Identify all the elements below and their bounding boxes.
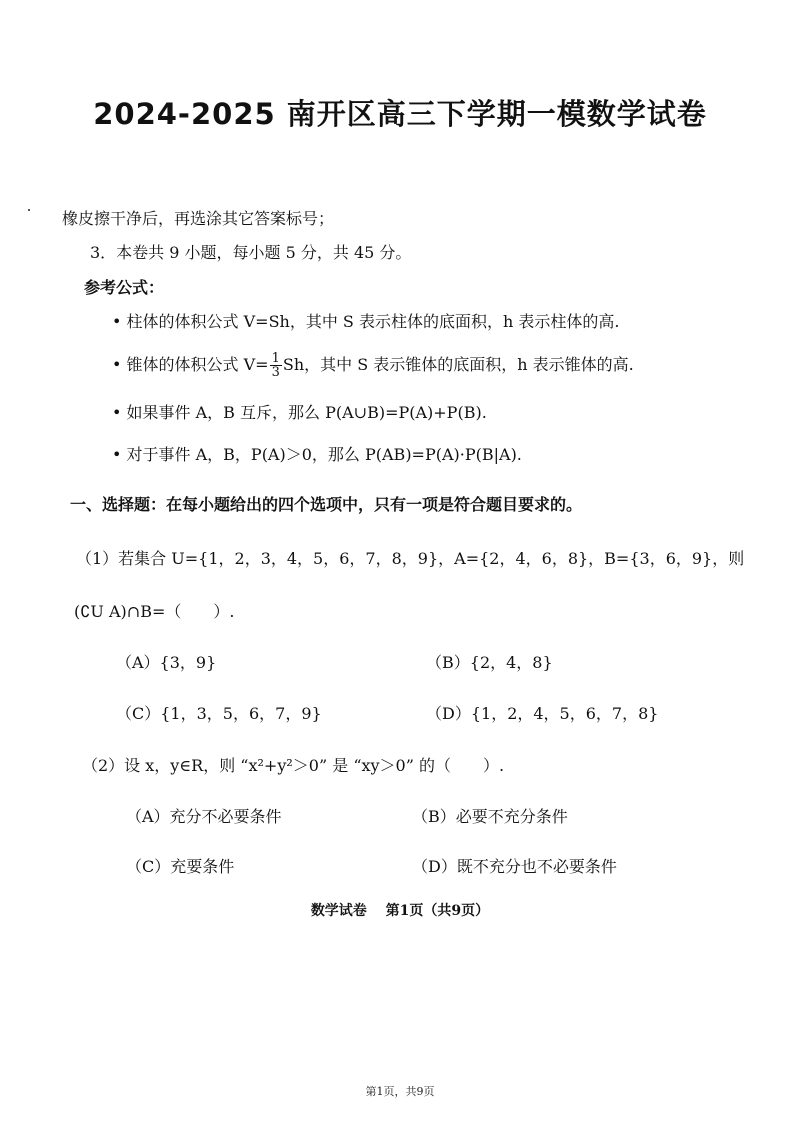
question-1-option-b: （B）{2，4，8} bbox=[426, 653, 553, 672]
page-footer: 数学试卷 第1页（共9页） bbox=[310, 903, 490, 919]
formula-mutually-exclusive: • 如果事件 A，B 互斥，那么 P(A∪B)=P(A)+P(B). bbox=[112, 403, 487, 422]
page-indicator: 第1页，共9页 bbox=[365, 1085, 435, 1098]
question-2-option-d: （D）既不充分也不必要条件 bbox=[412, 857, 617, 876]
formula-conditional-probability: • 对于事件 A，B，P(A)＞0，那么 P(AB)=P(A)·P(B|A). bbox=[112, 445, 522, 464]
fraction-one-third bbox=[270, 352, 282, 379]
formula-cone-volume bbox=[112, 352, 634, 379]
question-1-option-c: （C）{1，3，5，6，7，9} bbox=[116, 704, 322, 723]
fraction-denominator: 3 bbox=[271, 365, 280, 380]
question-2-option-c: （C）充要条件 bbox=[126, 857, 235, 876]
question-1-option-a: （A）{3，9} bbox=[116, 653, 217, 672]
fraction-numerator: 1 bbox=[271, 351, 280, 366]
formula-cone-prefix: • 锥体的体积公式 V= bbox=[112, 355, 269, 374]
scan-speck bbox=[28, 209, 30, 211]
question-2-option-b: （B）必要不充分条件 bbox=[412, 807, 568, 826]
question-1-option-d: （D）{1，2，4，5，6，7，8} bbox=[426, 704, 659, 723]
formula-cone-suffix: Sh，其中 S 表示锥体的底面积，h 表示锥体的高. bbox=[282, 355, 634, 374]
section-heading-choice: 一、选择题：在每小题给出的四个选项中，只有一项是符合题目要求的。 bbox=[70, 495, 583, 514]
question-2-stem: （2）设 x，y∈R，则 “x²+y²＞0” 是 “xy＞0” 的（ ）. bbox=[82, 756, 505, 775]
page-title: 2024-2025 南开区高三下学期一模数学试卷 bbox=[93, 97, 707, 131]
question-2-option-a: （A）充分不必要条件 bbox=[126, 807, 282, 826]
formula-heading: 参考公式： bbox=[84, 278, 165, 297]
note-line-1: 橡皮擦干净后，再选涂其它答案标号； bbox=[62, 209, 335, 228]
question-1-stem-line-1: （1）若集合 U={1，2，3，4，5，6，7，8，9}，A={2，4，6，8}，B={3，6，9}，则 bbox=[76, 549, 745, 568]
note-line-2: 3．本卷共 9 小题，每小题 5 分，共 45 分。 bbox=[90, 243, 412, 262]
formula-prism-volume: • 柱体的体积公式 V=Sh，其中 S 表示柱体的底面积，h 表示柱体的高. bbox=[112, 312, 620, 331]
question-1-stem-line-2: (∁U A)∩B=（ ）. bbox=[74, 602, 235, 621]
